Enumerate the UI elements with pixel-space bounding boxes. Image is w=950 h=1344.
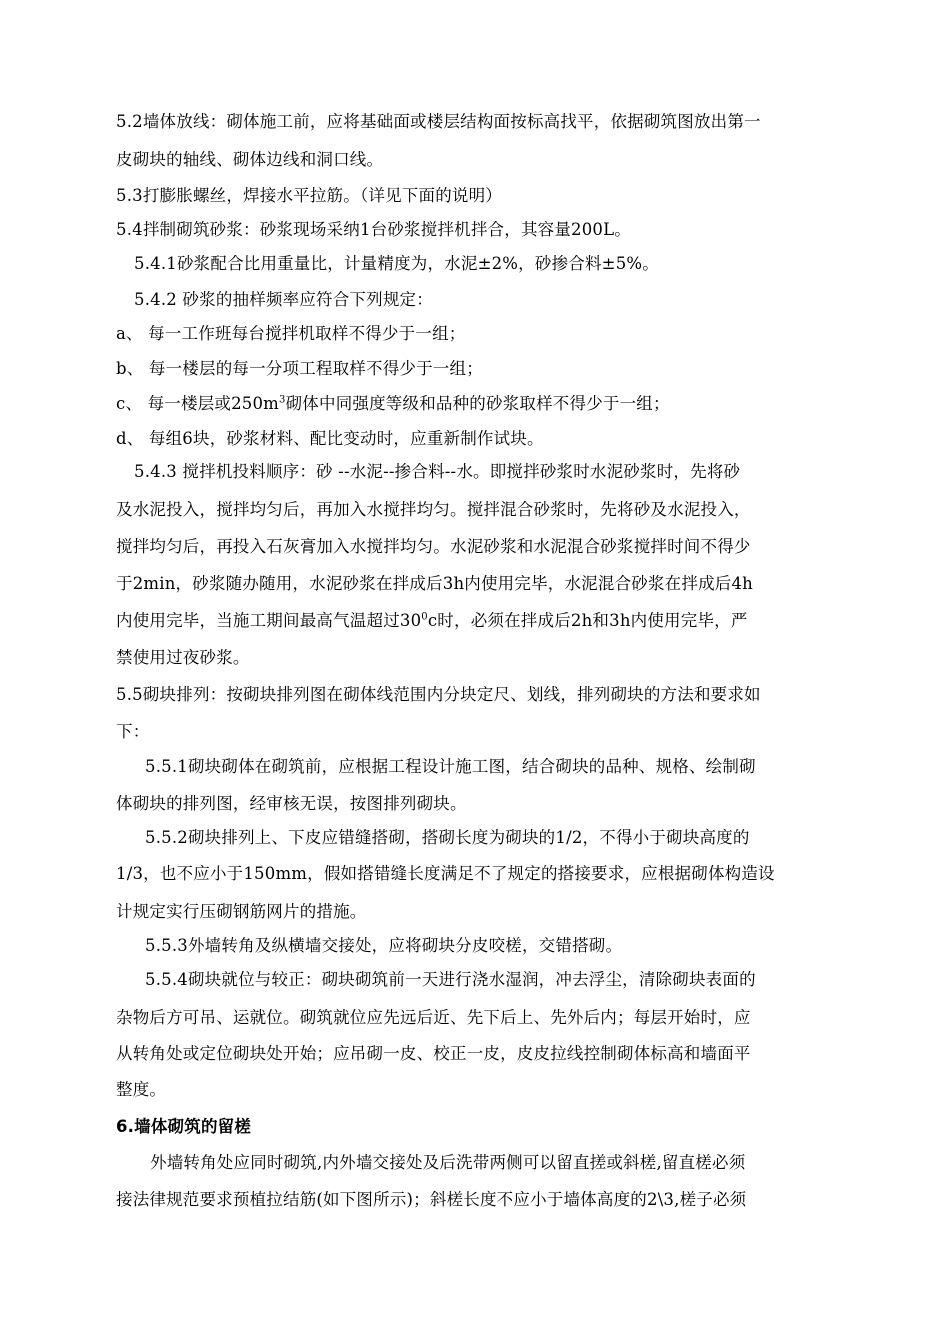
text-line: d、 每组6块，砂浆材料、配比变动时，应重新制作试块。: [116, 429, 544, 448]
text-line: [116, 394, 670, 414]
text-segment: c、 每一楼层或250m: [116, 394, 280, 413]
text-line: 计规定实行压砌钢筋网片的措施。: [116, 902, 367, 921]
text-line: 从转角处或定位砌块处开始；应吊砌一皮、校正一皮，皮皮拉线控制砌体标高和墙面平: [116, 1044, 751, 1063]
text-line: a、 每一工作班每台搅拌机取样不得少于一组；: [116, 324, 466, 343]
section-heading: 6.墙体砌筑的留槎: [116, 1117, 252, 1136]
text-line: 接法律规范要求预植拉结筋(如下图所示)；斜槎长度不应小于墙体高度的2\3,槎子必须: [116, 1190, 747, 1209]
text-line: 5.5.1砌块砌体在砌筑前，应根据工程设计施工图，结合砌块的品种、规格、绘制砌: [145, 757, 756, 776]
text-line: 整度。: [116, 1080, 167, 1099]
text-line: 5.5.3外墙转角及纵横墙交接处，应将砌块分皮咬槎，交错搭砌。: [145, 936, 623, 955]
text-line: 1/3，也不应小于150mm，假如搭错缝长度满足不了规定的搭接要求，应根据砌体构造设: [116, 864, 775, 883]
text-line: 于2min，砂浆随办随用，水泥砂浆在拌成后3h内使用完毕，水泥混合砂浆在拌成后4h: [116, 574, 753, 593]
text-line: 杂物后方可吊、运就位。砌筑就位应先远后近、先下后上、先外后内；每层开始时，应: [116, 1008, 751, 1027]
text-line: 5.2墙体放线：砌体施工前，应将基础面或楼层结构面按标高找平，依据砌筑图放出第一: [116, 112, 761, 131]
text-line: b、 每一楼层的每一分项工程取样不得少于一组；: [116, 359, 483, 378]
text-line: 皮砌块的轴线、砌体边线和洞口线。: [116, 150, 384, 169]
text-segment: 砌体中同强度等级和品种的砂浆取样不得少于一组；: [285, 394, 670, 413]
text-segment: 内使用完毕，当施工期间最高气温超过30: [116, 611, 422, 630]
text-line: 体砌块的排列图，经审核无误，按图排列砌块。: [116, 794, 467, 813]
text-line: 5.4.1砂浆配合比用重量比，计量精度为，水泥±2%，砂掺合料±5%。: [134, 254, 659, 273]
text-line: 5.5.2砌块排列上、下皮应错缝搭砌，搭砌长度为砌块的1/2，不得小于砌块高度的: [145, 828, 750, 847]
text-line: 5.5.4砌块就位与较正：砌块砌筑前一天进行浇水湿润，冲去浮尘，清除砌块表面的: [145, 970, 756, 989]
text-line: 及水泥投入，搅拌均匀后，再加入水搅拌均匀。搅拌混合砂浆时，先将砂及水泥投入，: [116, 500, 751, 519]
text-line: 5.5砌块排列：按砌块排列图在砌体线范围内分块定尺、划线，排列砌块的方法和要求如: [116, 685, 761, 704]
text-line: 5.4.2 砂浆的抽样频率应符合下列规定：: [134, 290, 433, 309]
text-line: 搅拌均匀后，再投入石灰膏加入水搅拌均匀。水泥砂浆和水泥混合砂浆搅拌时间不得少: [116, 537, 751, 556]
superscript: 0: [421, 611, 428, 623]
text-line: 5.4拌制砌筑砂浆：砂浆现场采纳1台砂浆搅拌机拌合，其容量200L。: [116, 220, 631, 239]
superscript: 3: [279, 394, 286, 406]
text-line: 下：: [116, 722, 150, 741]
text-line: 5.4.3 搅拌机投料顺序：砂 --水泥--掺合料--水。即搅拌砂浆时水泥砂浆时，先将砂: [134, 462, 741, 481]
text-line: 5.3打膨胀螺丝，焊接水平拉筋。（详见下面的说明）: [116, 186, 502, 205]
text-line: 禁使用过夜砂浆。: [116, 648, 250, 667]
text-line: [116, 611, 748, 631]
text-line: 外墙转角处应同时砌筑,内外墙交接处及后洗带两侧可以留直搓或斜槎,留直槎必须: [150, 1153, 746, 1172]
text-segment: c时，必须在拌成后2h和3h内使用完毕，严: [427, 611, 748, 630]
